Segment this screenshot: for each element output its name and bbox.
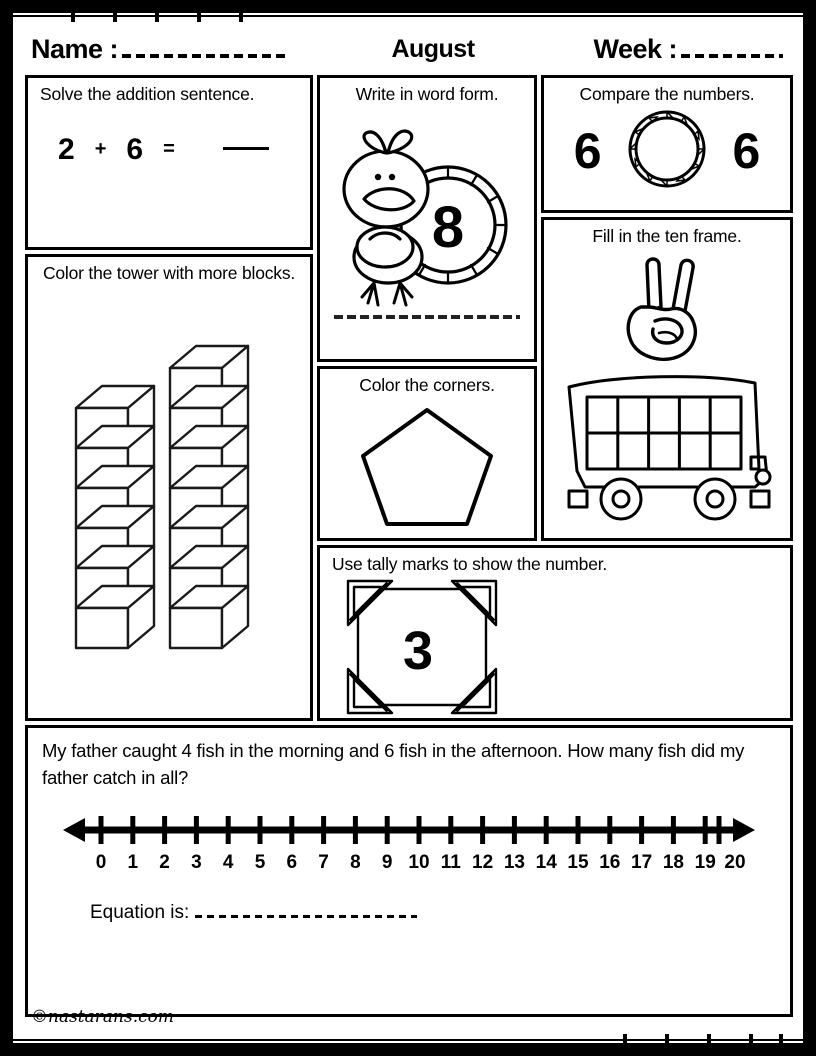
border-tick: [749, 1034, 753, 1046]
hand-two-fingers-icon: [611, 249, 723, 365]
bird-with-coin-illustration: [320, 105, 534, 315]
svg-text:14: 14: [535, 851, 557, 873]
svg-text:12: 12: [472, 851, 494, 873]
equals-operator: =: [163, 138, 175, 161]
equation-label: Equation is:: [90, 901, 190, 923]
word-form-box: [317, 75, 537, 362]
compare-box: [541, 75, 793, 213]
addition-answer-blank[interactable]: [223, 147, 269, 150]
middle-finger: [673, 260, 693, 311]
tally-target-number: 3: [402, 620, 434, 681]
equation-answer-blank[interactable]: [195, 915, 417, 918]
svg-text:5: 5: [254, 851, 266, 873]
border-tick: [707, 1034, 711, 1046]
bird-eye: [375, 173, 381, 179]
svg-text:2: 2: [159, 851, 170, 873]
tower-box: [25, 254, 313, 721]
pentagon-icon: [357, 402, 497, 530]
plus-operator: +: [94, 138, 107, 161]
svg-text:19: 19: [694, 851, 716, 873]
svg-text:9: 9: [381, 851, 393, 873]
bird-coin-svg: [330, 107, 530, 312]
ten-frame-box: [541, 217, 793, 541]
activity-grid: [25, 75, 791, 991]
svg-text:1: 1: [127, 851, 139, 873]
week-label: Week :: [593, 33, 677, 64]
svg-text:17: 17: [631, 851, 653, 873]
word-problem-text: My father caught 4 fish in the morning and 6 fish in the afternoon. How many fish did my father catch in all?: [42, 740, 745, 788]
name-label: Name :: [31, 33, 119, 64]
svg-text:3: 3: [191, 851, 202, 873]
ten-frame-title: Fill in the ten frame.: [592, 226, 742, 246]
addition-sentence[interactable]: [28, 105, 310, 167]
month-label: August: [391, 34, 475, 63]
bottom-border-ticks: [13, 1034, 803, 1046]
addition-title: Solve the addition sentence.: [40, 84, 255, 104]
cube-towers-svg: [48, 296, 298, 656]
border-tick: [623, 1034, 627, 1046]
bird-beak: [364, 188, 414, 209]
tally-title: Use tally marks to show the number.: [332, 554, 608, 574]
svg-text:13: 13: [503, 851, 525, 873]
compare-numbers-row: [544, 105, 790, 196]
border-tick: [71, 10, 75, 22]
bird-eye: [389, 173, 395, 179]
top-border-ticks: [13, 10, 803, 22]
svg-text:11: 11: [440, 851, 461, 873]
svg-text:4: 4: [222, 851, 234, 873]
right-tower: [170, 346, 248, 648]
corners-title: Color the corners.: [359, 375, 495, 395]
arrow-left-icon: [63, 818, 85, 842]
top-rail-line: [13, 15, 803, 17]
border-tick: [113, 10, 117, 22]
compare-left-number: 6: [573, 123, 602, 180]
svg-text:20: 20: [724, 851, 746, 873]
compare-right-number: 6: [732, 123, 761, 180]
month-title: [323, 35, 543, 64]
week-blank-line[interactable]: [681, 54, 783, 58]
number-line[interactable]: [28, 792, 790, 878]
index-finger: [647, 259, 661, 311]
tally-box: [317, 545, 793, 721]
left-tower: [76, 386, 154, 648]
bottom-rail-line: [13, 1039, 803, 1041]
tower-illustration[interactable]: [28, 296, 310, 666]
border-tick: [197, 10, 201, 22]
addend-1: 2: [58, 132, 75, 166]
worksheet-header: [23, 27, 793, 71]
pentagon-illustration[interactable]: [320, 396, 534, 530]
border-tick: [665, 1034, 669, 1046]
svg-text:0: 0: [95, 851, 107, 873]
svg-text:8: 8: [350, 851, 361, 873]
week-field[interactable]: [543, 34, 793, 65]
svg-text:6: 6: [286, 851, 298, 873]
wagon-ten-frame-svg: [555, 365, 779, 525]
word-form-answer-line[interactable]: [334, 315, 520, 319]
svg-text:16: 16: [599, 851, 621, 873]
addition-box: [25, 75, 313, 250]
svg-text:10: 10: [408, 851, 430, 873]
tally-number-frame[interactable]: [320, 575, 790, 721]
tower-title: Color the tower with more blocks.: [42, 263, 296, 283]
comparison-answer-circle[interactable]: [625, 107, 709, 196]
ten-frame-illustration[interactable]: [544, 247, 790, 525]
copyright-footer: ©nastarans.com: [31, 1007, 174, 1027]
border-tick: [155, 10, 159, 22]
addend-2: 6: [126, 132, 144, 166]
border-tick: [239, 10, 243, 22]
arrow-right-icon: [733, 818, 755, 842]
corners-box: [317, 366, 537, 541]
compare-title: Compare the numbers.: [579, 84, 755, 104]
word-form-title: Write in word form.: [355, 84, 499, 104]
number-line-svg: [59, 808, 759, 878]
svg-text:18: 18: [662, 851, 684, 873]
decorative-ring-icon: [625, 107, 709, 191]
worksheet-border: [10, 10, 806, 1046]
name-field[interactable]: [23, 34, 323, 65]
name-blank-line[interactable]: [122, 54, 290, 58]
ten-frame-grid: [587, 397, 741, 469]
svg-text:15: 15: [567, 851, 589, 873]
word-problem-box: [25, 725, 793, 1017]
coin-number: 8: [431, 194, 465, 260]
svg-text:7: 7: [318, 851, 329, 873]
border-tick: [779, 1034, 783, 1046]
number-line-labels: [96, 852, 746, 873]
decorative-frame-svg: [342, 577, 502, 717]
equation-field[interactable]: [28, 878, 790, 924]
